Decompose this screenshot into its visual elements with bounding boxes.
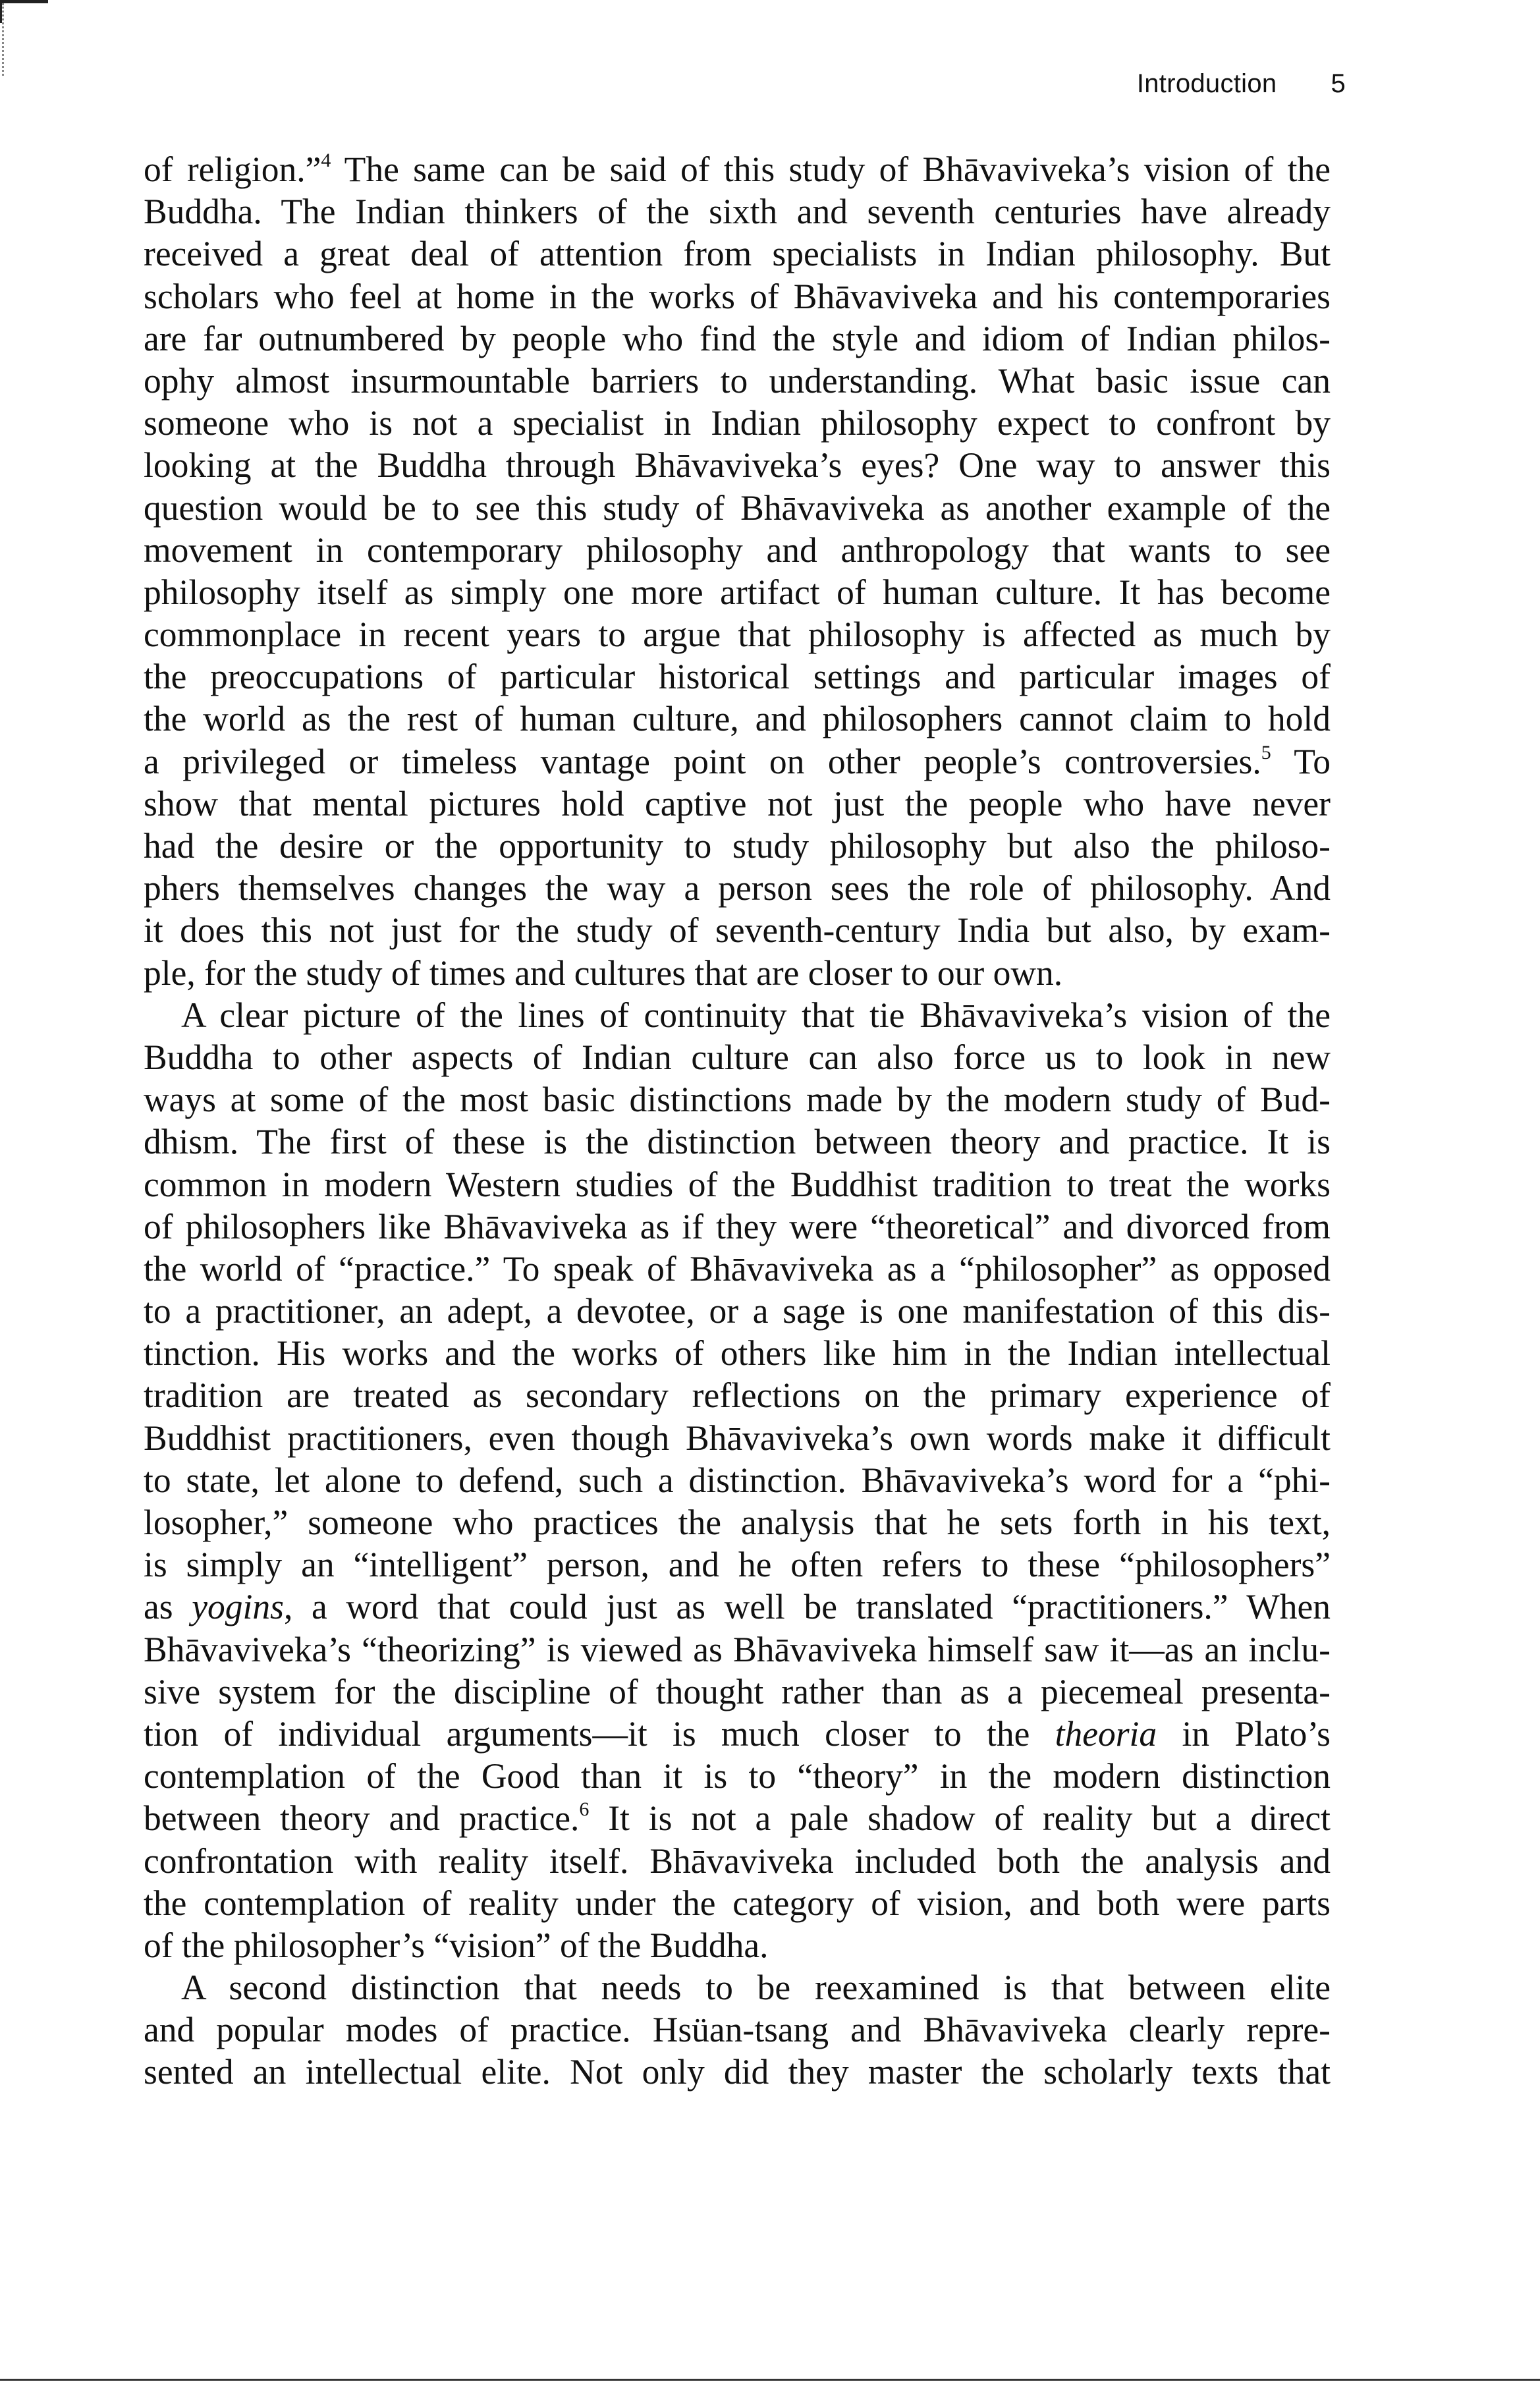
text-line — [144, 1332, 1331, 1374]
footnote-ref: 4 — [321, 150, 331, 171]
text-run: The same can be said of this study of Bhāvaviveka’s vision of the — [331, 150, 1331, 189]
text-run: commonplace in recent years to argue that philosophy is affected as much by — [144, 615, 1331, 655]
text-run: the preoccupations of particular historical settings and particular images of — [144, 657, 1331, 697]
text-run: scholars who feel at home in the works of Bhāvaviveka and his contemporaries — [144, 276, 1331, 316]
text-run: in Plato’s — [1157, 1713, 1331, 1754]
text-line — [144, 1501, 1331, 1543]
body-text — [144, 148, 1331, 2094]
text-line — [144, 1206, 1331, 1248]
text-line — [144, 1628, 1331, 1671]
text-run: received a great deal of attention from specialists in Indian philosophy. But — [144, 234, 1331, 274]
text-line — [144, 909, 1331, 951]
text-line — [144, 1797, 1331, 1839]
text-run: of the philosopher’s “vision” of the Buddha. — [144, 1925, 769, 1965]
running-head — [1137, 69, 1346, 99]
text-line — [144, 825, 1331, 867]
text-run: common in modern Western studies of the Buddhist tradition to treat the works — [144, 1164, 1331, 1204]
text-run: ophy almost insurmountable barriers to understanding. What basic issue can — [144, 360, 1331, 401]
text-line — [144, 275, 1331, 318]
text-line — [144, 1671, 1331, 1713]
text-line — [144, 233, 1331, 275]
text-run: A clear picture of the lines of continuity that tie Bhāvaviveka’s vision of the — [181, 995, 1331, 1035]
text-line — [144, 148, 1331, 190]
text-run: Buddha. The Indian thinkers of the sixth and seventh centuries have already — [144, 192, 1331, 232]
text-run: as — [144, 1587, 192, 1627]
scan-corner-mark — [0, 0, 48, 23]
text-line — [144, 487, 1331, 529]
text-line — [144, 444, 1331, 486]
text-run: question would be to see this study of Bhāvaviveka as another example of the — [144, 487, 1331, 528]
text-line — [144, 1078, 1331, 1121]
text-line — [144, 529, 1331, 571]
text-run: a privileged or timeless vantage point on other people’s controversies. — [144, 741, 1261, 781]
text-line — [144, 740, 1331, 783]
text-line — [144, 360, 1331, 402]
text-line — [144, 1586, 1331, 1628]
text-line — [144, 571, 1331, 613]
text-run: It is not a pale shadow of reality but a direct — [589, 1798, 1331, 1839]
text-line — [144, 1755, 1331, 1797]
text-line — [144, 655, 1331, 698]
text-line — [144, 1290, 1331, 1332]
text-run: tion of individual arguments—it is much closer to the — [144, 1713, 1055, 1754]
text-run: show that mental pictures hold captive not just the people who have never — [144, 783, 1331, 823]
text-run: to state, let alone to defend, such a distinction. Bhāvaviveka’s word for a “phi- — [144, 1460, 1331, 1500]
text-run: losopher,” someone who practices the analysis that he sets forth in his text, — [144, 1503, 1331, 1542]
text-run: the world as the rest of human culture, and philosophers cannot claim to hold — [144, 699, 1331, 739]
text-run: dhism. The first of these is the distinction between theory and practice. It is — [144, 1122, 1331, 1162]
paragraph — [144, 994, 1331, 1966]
text-line — [144, 1248, 1331, 1290]
text-line — [144, 613, 1331, 655]
text-line — [144, 1882, 1331, 1924]
text-line — [144, 1713, 1331, 1755]
text-line — [144, 1543, 1331, 1586]
scan-bottom-edge — [0, 2379, 1540, 2381]
text-run: ple, for the study of times and cultures that are closer to our own. — [144, 953, 1063, 993]
text-line — [144, 698, 1331, 740]
text-run: philosophy itself as simply one more artifact of human culture. It has become — [144, 572, 1331, 612]
text-line — [144, 2009, 1331, 2051]
text-line — [144, 1966, 1331, 2009]
text-run: it does this not just for the study of seventh-century India but also, by exam- — [144, 910, 1331, 951]
text-run: Buddhist practitioners, even though Bhāvaviveka’s own words make it difficult — [144, 1418, 1331, 1458]
text-run: looking at the Buddha through Bhāvaviveka’s eyes? One way to answer this — [144, 445, 1331, 486]
text-line — [144, 1840, 1331, 1882]
italic-term: theoria — [1055, 1713, 1157, 1754]
text-run: are far outnumbered by people who find the style and idiom of Indian philos- — [144, 318, 1331, 358]
text-line — [144, 994, 1331, 1036]
paragraph — [144, 148, 1331, 994]
text-line — [144, 1459, 1331, 1501]
text-line — [144, 318, 1331, 360]
text-line — [144, 1374, 1331, 1416]
text-run: confrontation with reality itself. Bhāvaviveka included both the analysis and — [144, 1841, 1331, 1881]
text-run: sented an intellectual elite. Not only did they master the scholarly texts that — [144, 2052, 1331, 2092]
text-line — [144, 952, 1331, 994]
text-line — [144, 1924, 1331, 1966]
text-line — [144, 867, 1331, 909]
text-run: tradition are treated as secondary reflections on the primary experience of — [144, 1375, 1331, 1416]
text-line — [144, 1163, 1331, 1206]
text-line — [144, 1121, 1331, 1163]
text-run: Buddha to other aspects of Indian culture can also force us to look in new — [144, 1037, 1331, 1077]
text-run: contemplation of the Good than it is to “theory” in the modern distinction — [144, 1756, 1331, 1796]
page-number: 5 — [1331, 69, 1346, 98]
text-run: had the desire or the opportunity to study philosophy but also the philoso- — [144, 826, 1331, 866]
text-line — [144, 1417, 1331, 1459]
text-run: the world of “practice.” To speak of Bhāvaviveka as a “philosopher” as opposed — [144, 1248, 1331, 1289]
footnote-ref: 6 — [579, 1798, 590, 1821]
text-run: is simply an “intelligent” person, and he often refers to these “philosophers” — [144, 1545, 1331, 1585]
text-run: movement in contemporary philosophy and anthropology that wants to see — [144, 530, 1331, 570]
footnote-ref: 5 — [1261, 741, 1271, 763]
text-line — [144, 2051, 1331, 2093]
text-run: phers themselves changes the way a person sees the role of philosophy. And — [144, 868, 1331, 908]
text-run: ways at some of the most basic distinctions made by the modern study of Bud- — [144, 1080, 1331, 1120]
text-line — [144, 783, 1331, 825]
text-run: To — [1271, 741, 1331, 781]
text-run: tinction. His works and the works of others like him in the Indian intellectual — [144, 1333, 1331, 1373]
italic-term: yogins — [192, 1587, 284, 1627]
text-line — [144, 1036, 1331, 1078]
text-run: between theory and practice. — [144, 1798, 580, 1839]
text-line — [144, 190, 1331, 233]
text-run: of religion.” — [144, 150, 321, 189]
text-run: to a practitioner, an adept, a devotee, or a sage is one manifestation of this dis- — [144, 1291, 1331, 1331]
text-line — [144, 402, 1331, 444]
text-run: someone who is not a specialist in Indian philosophy expect to confront by — [144, 403, 1331, 443]
text-run: A second distinction that needs to be reexamined is that between elite — [181, 1968, 1331, 2008]
chapter-title: Introduction — [1136, 69, 1277, 98]
text-run: , a word that could just as well be translated “practitioners.” When — [283, 1587, 1331, 1627]
text-run: sive system for the discipline of thought rather than as a piecemeal presenta- — [144, 1671, 1331, 1711]
text-run: Bhāvaviveka’s “theorizing” is viewed as Bhāvaviveka himself saw it—as an inclu- — [144, 1629, 1331, 1669]
text-run: and popular modes of practice. Hsüan-tsang and Bhāvaviveka clearly repre- — [144, 2010, 1331, 2050]
paragraph — [144, 1966, 1331, 2094]
text-run: the contemplation of reality under the category of vision, and both were parts — [144, 1883, 1331, 1923]
text-run: of philosophers like Bhāvaviveka as if they were “theoretical” and divorced from — [144, 1206, 1331, 1246]
